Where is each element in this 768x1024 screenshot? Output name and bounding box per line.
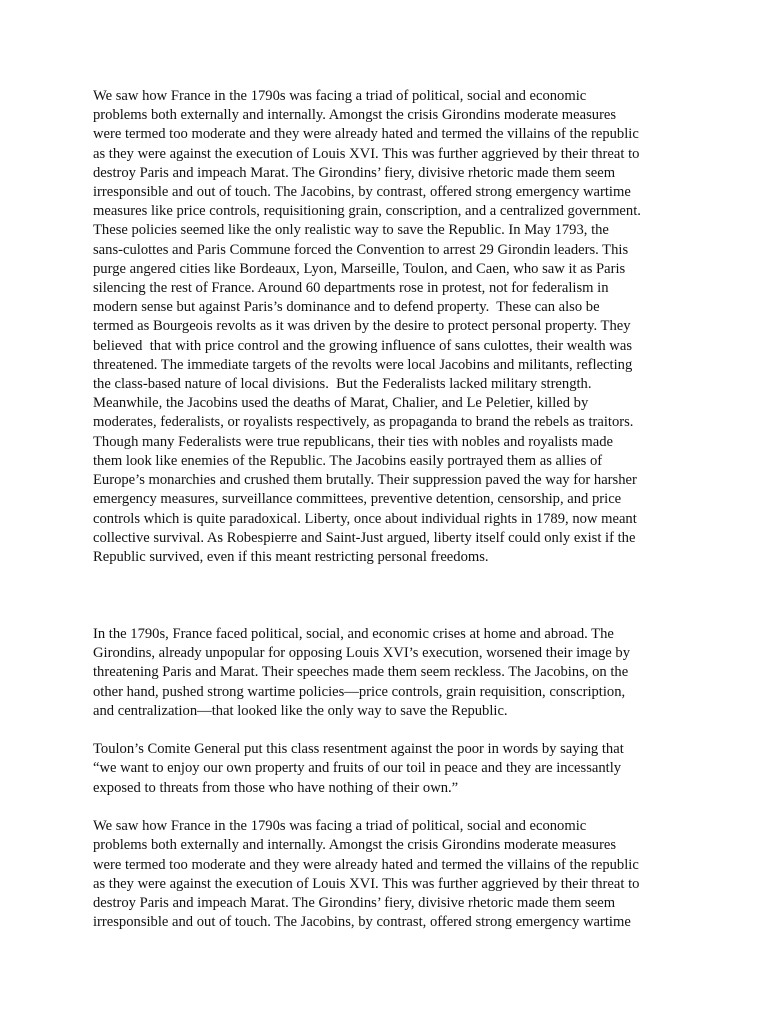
text-line: problems both externally and internally. Amongst the crisis Girondins moderate measures: [93, 837, 617, 853]
text-line: threatened. The immediate targets of the revolts were local Jacobins and militants, reflecting: [93, 357, 633, 373]
text-line: termed as Bourgeois revolts as it was driven by the desire to protect personal property. They: [93, 318, 631, 334]
text-line: destroy Paris and impeach Marat. The Girondins’ fiery, divisive rhetoric made them seem: [93, 165, 616, 181]
text-line: the class-based nature of local divisions. But the Federalists lacked military strength.: [93, 376, 592, 392]
text-line: Europe’s monarchies and crushed them brutally. Their suppression paved the way for harsher: [93, 472, 637, 488]
text-line: emergency measures, surveillance committees, preventive detention, censorship, and price: [93, 491, 622, 507]
text-line: These policies seemed like the only realistic way to save the Republic. In May 1793, the: [93, 222, 609, 238]
text-line: as they were against the execution of Louis XVI. This was further aggrieved by their threat to: [93, 146, 640, 162]
text-line: Girondins, already unpopular for opposing Louis XVI’s execution, worsened their image by: [93, 645, 631, 661]
text-line: silencing the rest of France. Around 60 departments rose in protest, not for federalism in: [93, 280, 609, 296]
text-line: irresponsible and out of touch. The Jacobins, by contrast, offered strong emergency wartime: [93, 184, 631, 200]
text-line: controls which is quite paradoxical. Liberty, once about individual rights in 1789, now meant: [93, 511, 637, 527]
text-line: Though many Federalists were true republicans, their ties with nobles and royalists made: [93, 434, 613, 450]
text-line: as they were against the execution of Louis XVI. This was further aggrieved by their threat to: [93, 876, 640, 892]
text-line: believed that with price control and the growing influence of sans culottes, their wealth was: [93, 338, 632, 354]
text-line: were termed too moderate and they were already hated and termed the villains of the republic: [93, 126, 639, 142]
text-line: measures like price controls, requisitioning grain, conscription, and a centralized government.: [93, 203, 641, 219]
text-line: them look like enemies of the Republic. The Jacobins easily portrayed them as allies of: [93, 453, 603, 469]
text-line: Meanwhile, the Jacobins used the deaths of Marat, Chalier, and Le Peletier, killed by: [93, 395, 589, 411]
text-line: collective survival. As Robespierre and Saint-Just argued, liberty itself could only exist if the: [93, 530, 636, 546]
text-line: In the 1790s, France faced political, social, and economic crises at home and abroad. The: [93, 626, 614, 642]
text-line: Republic survived, even if this meant restricting personal freedoms.: [93, 549, 489, 565]
text-line: irresponsible and out of touch. The Jacobins, by contrast, offered strong emergency wartime: [93, 914, 631, 930]
text-line: Toulon’s Comite General put this class resentment against the poor in words by saying that: [93, 741, 624, 757]
text-line: problems both externally and internally. Amongst the crisis Girondins moderate measures: [93, 107, 617, 123]
text-line: We saw how France in the 1790s was facing a triad of political, social and economic: [93, 88, 587, 104]
text-line: and centralization—that looked like the only way to save the Republic.: [93, 703, 508, 719]
text-line: sans-culottes and Paris Commune forced the Convention to arrest 29 Girondin leaders. This: [93, 242, 629, 258]
text-line: destroy Paris and impeach Marat. The Girondins’ fiery, divisive rhetoric made them seem: [93, 895, 616, 911]
text-line: exposed to threats from those who have nothing of their own.”: [93, 780, 459, 796]
text-line: purge angered cities like Bordeaux, Lyon, Marseille, Toulon, and Caen, who saw it as Paris: [93, 261, 626, 277]
text-line: other hand, pushed strong wartime policies—price controls, grain requisition, conscription,: [93, 684, 626, 700]
text-line: threatening Paris and Marat. Their speeches made them seem reckless. The Jacobins, on the: [93, 664, 629, 680]
text-line: modern sense but against Paris’s dominance and to defend property. These can also be: [93, 299, 600, 315]
text-line: We saw how France in the 1790s was facing a triad of political, social and economic: [93, 818, 587, 834]
text-line: moderates, federalists, or royalists respectively, as propaganda to brand the rebels as traitors.: [93, 414, 634, 430]
text-line: were termed too moderate and they were already hated and termed the villains of the republic: [93, 857, 639, 873]
text-line: “we want to enjoy our own property and fruits of our toil in peace and they are incessantly: [93, 760, 622, 776]
